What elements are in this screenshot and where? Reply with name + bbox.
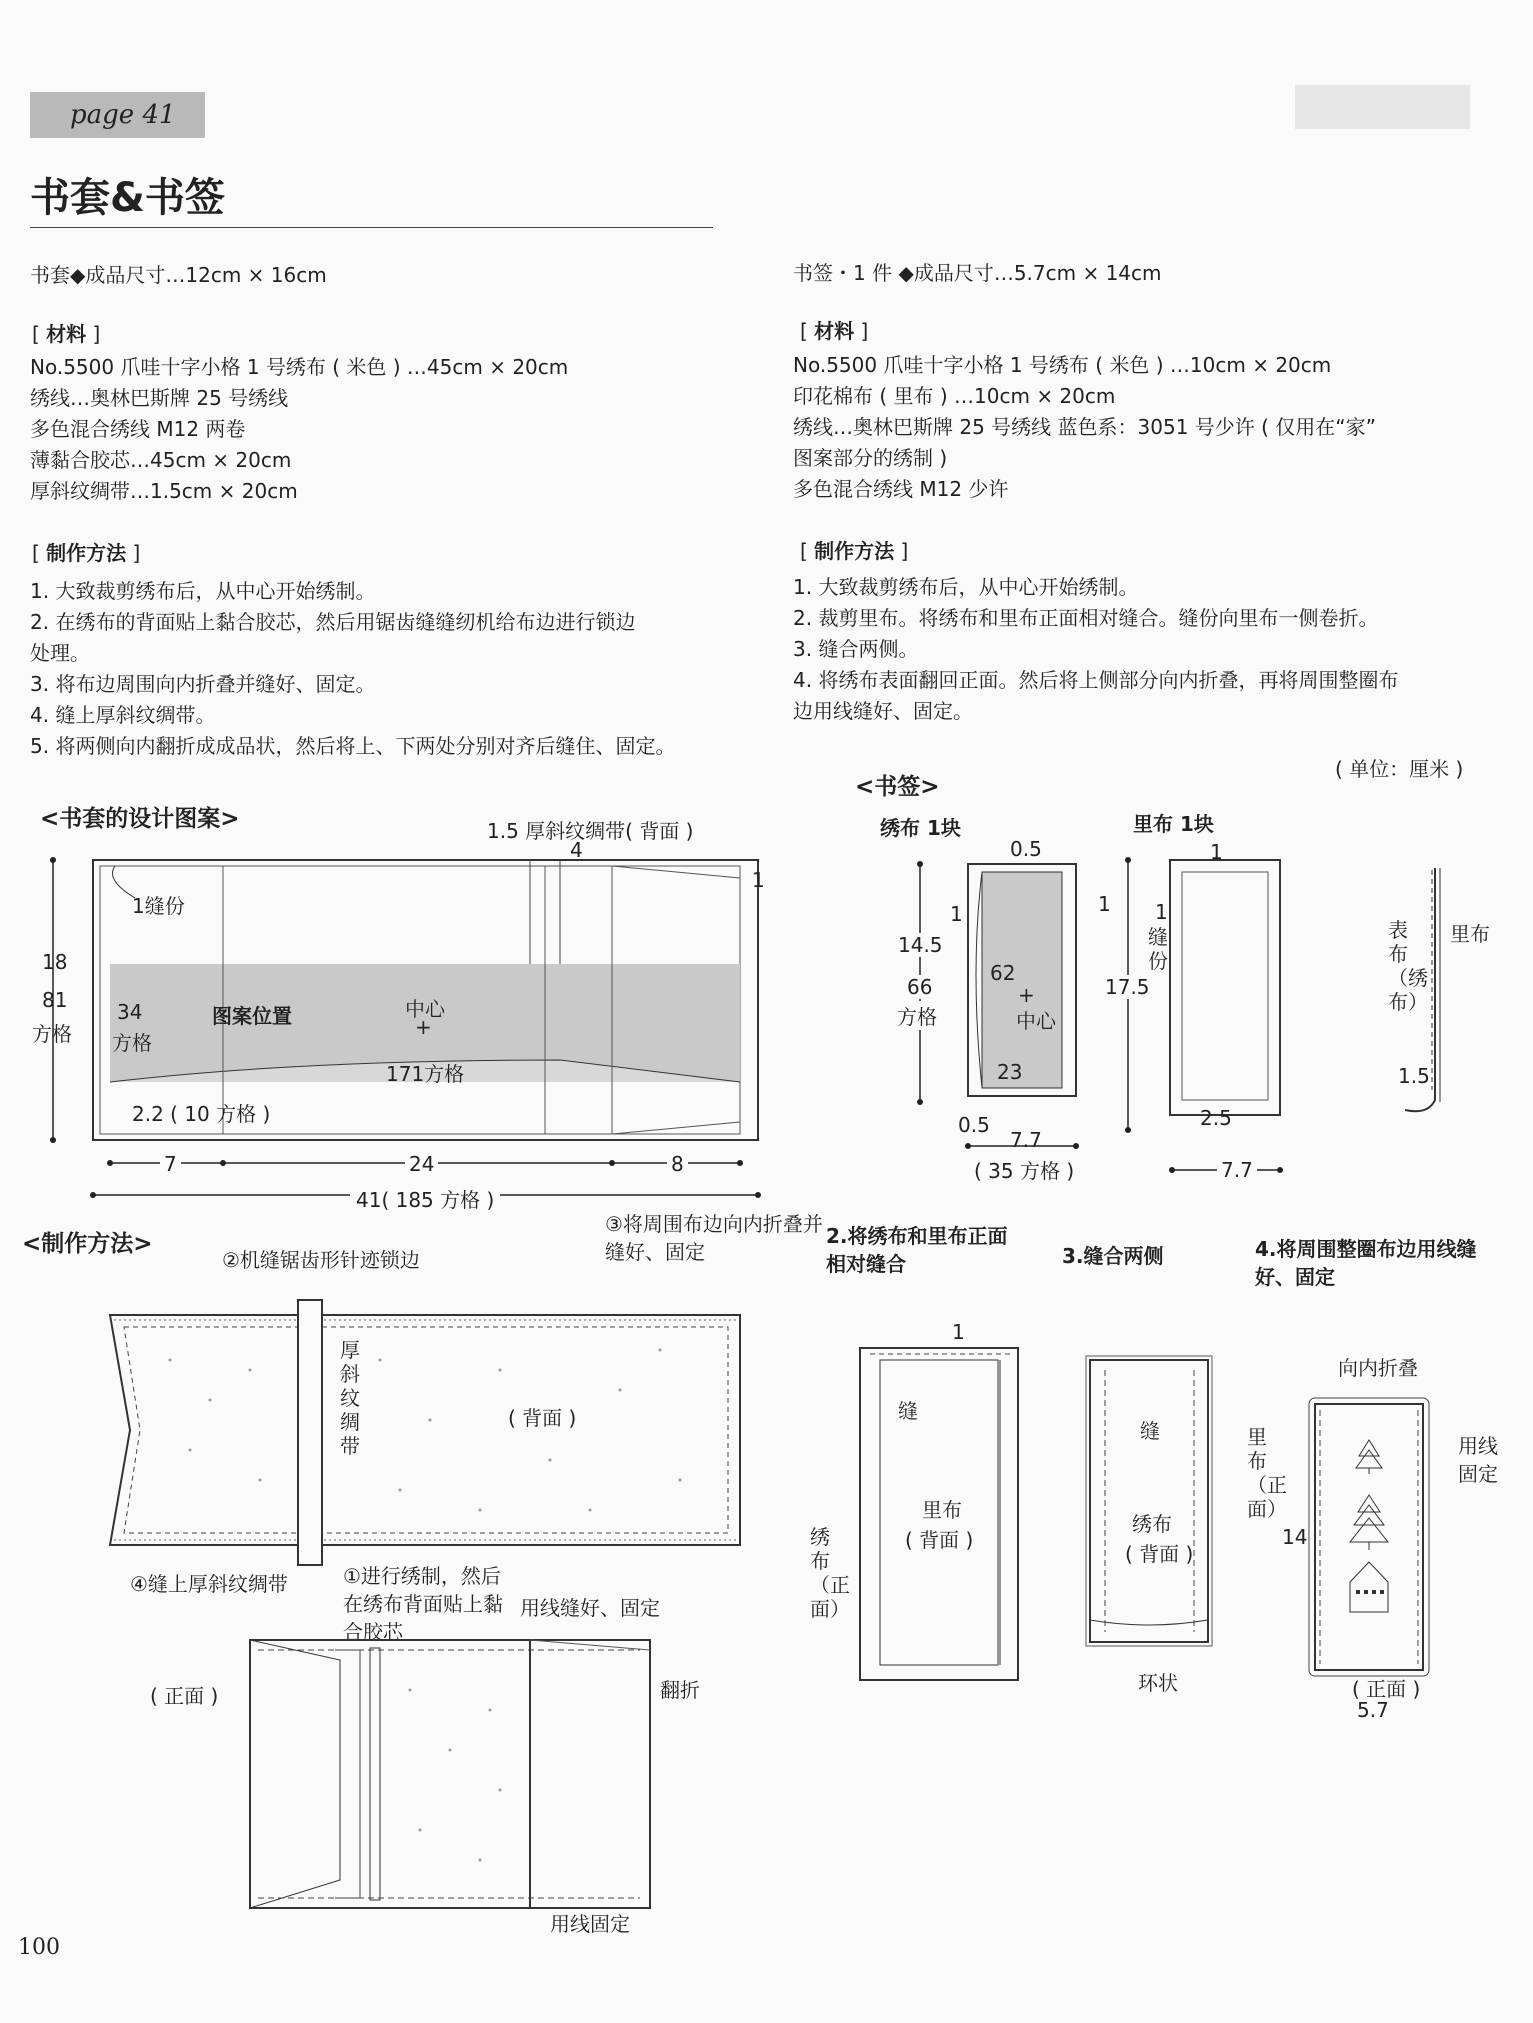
center-label: 中心	[1016, 1009, 1056, 1033]
pattern-rows-word: 方格	[112, 1031, 152, 1055]
cover-materials-list	[30, 352, 568, 507]
emb-width: 7.7	[1010, 1128, 1042, 1152]
fold-label: 翻折	[660, 1678, 700, 1702]
unit-note: ( 单位：厘米 )	[1335, 757, 1464, 781]
bookmark-materials-list	[793, 350, 1376, 505]
ribbon-width: 4	[570, 838, 583, 862]
seam-allowance-label: 1缝份	[132, 894, 185, 918]
bm-step3-title: 3.缝合两侧	[1062, 1244, 1164, 1268]
bm-s4-height: 14	[1282, 1525, 1308, 1549]
bm-s4-width: 5.7	[1357, 1698, 1389, 1722]
list-item: 3. 将布边周围向内折叠并缝好、固定。	[30, 672, 376, 696]
bm-s3-sew: 缝	[1140, 1419, 1160, 1443]
total-width: 41( 185 方格 )	[350, 1184, 500, 1213]
side-fold: 1.5	[1398, 1064, 1430, 1088]
bm-s2-sew: 缝	[898, 1399, 918, 1423]
dim-right: 8	[667, 1152, 688, 1176]
sew-fix-label: 用线缝好、固定	[520, 1596, 660, 1620]
list-item: 2. 裁剪里布。将绣布和里布正面相对缝合。缝份向里布一侧卷折。	[793, 606, 1379, 630]
fix-label: 用线固定	[550, 1912, 630, 1936]
list-item: 1. 大致裁剪绣布后，从中心开始绣制。	[30, 579, 376, 603]
cover-method-heading: <制作方法>	[22, 1231, 153, 1257]
list-item: 边用线缝好、固定。	[793, 699, 973, 723]
list-item: 4. 将绣布表面翻回正面。然后将上侧部分向内折叠，再将周围整圈布	[793, 668, 1399, 692]
emb-side-margin-right: 1	[1098, 892, 1111, 916]
list-item: 4. 缝上厚斜纹绸带。	[30, 703, 216, 727]
lining-height: 17.5	[1105, 975, 1150, 999]
cover-design-heading: <书套的设计图案>	[40, 806, 240, 832]
bm-s3-emb-back: ( 背面 )	[1125, 1542, 1194, 1566]
step4-label: ④缝上厚斜纹绸带	[130, 1572, 288, 1596]
front-label: ( 正面 )	[150, 1684, 219, 1708]
emb-height-cm: 14.5	[898, 933, 943, 957]
bm-s4-fix: 用线固定	[1458, 1434, 1498, 1486]
list-item: 薄黏合胶芯…45cm × 20cm	[30, 448, 292, 472]
lining-bottom-margin: 2.5	[1200, 1106, 1232, 1130]
bm-s3-loop: 环状	[1138, 1671, 1178, 1695]
emb-height-grid: 66	[907, 975, 933, 999]
list-item: No.5500 爪哇十字小格 1 号绣布 ( 米色 ) …45cm × 20cm	[30, 355, 569, 379]
list-item: 多色混合绣线 M12 两卷	[30, 417, 246, 441]
height-cm: 18	[42, 950, 68, 974]
lining-margin-left: 1	[1155, 900, 1168, 924]
list-item: 处理。	[30, 641, 90, 665]
title-rule	[30, 227, 713, 228]
page-number: 100	[18, 1935, 60, 1960]
emb-height-grid-word: 方格	[897, 1001, 937, 1030]
embroidery-piece-label: 绣布 1块	[880, 816, 961, 840]
cover-materials-heading: [ 材料 ]	[32, 322, 101, 346]
page-tag: page 41	[30, 92, 205, 138]
bm-s2-emb-front: 绣布（正面）	[810, 1525, 850, 1621]
step3-label: ③将周围布边向内折叠并缝好、固定	[605, 1212, 823, 1264]
step2-label: ②机缝锯齿形针迹锁边	[222, 1248, 420, 1272]
pattern-width: 171方格	[386, 1062, 465, 1086]
lining-width: 7.7	[1217, 1158, 1257, 1182]
cover-folded-diagram	[240, 1630, 670, 1920]
bookmark-materials-heading: [ 材料 ]	[800, 319, 869, 343]
list-item: 3. 缝合两侧。	[793, 637, 919, 661]
page-title: 书套&书签	[30, 175, 225, 221]
emb-margin-top: 0.5	[1010, 837, 1042, 861]
step1-label: ①进行绣制，然后在绣布背面贴上黏合胶芯	[343, 1564, 503, 1644]
pattern-rows: 34	[117, 1000, 143, 1024]
emb-margin-bottom: 0.5	[958, 1113, 990, 1137]
emb-width-grid: ( 35 方格 )	[974, 1159, 1075, 1183]
ribbon-vertical-label: 厚斜纹绸带	[340, 1338, 360, 1458]
height-grid: 81	[42, 988, 68, 1012]
bookmark-steps	[793, 572, 1398, 727]
side-lining-label: 里布	[1450, 922, 1490, 946]
list-item: 绣线…奥林巴斯牌 25 号绣线	[30, 386, 289, 410]
ribbon-label: 1.5 厚斜纹绸带( 背面 )	[487, 819, 694, 843]
pattern-rows: 62	[990, 961, 1016, 985]
pattern-area-label: 图案位置	[212, 1004, 292, 1028]
pattern-cols: 23	[997, 1060, 1023, 1084]
side-outer-label: 表布（绣布）	[1388, 918, 1428, 1014]
list-item: 多色混合绣线 M12 少许	[793, 477, 1009, 501]
lining-margin-top: 1	[1210, 840, 1223, 864]
list-item: 2. 在绣布的背面贴上黏合胶芯，然后用锯齿缝缝纫机给布边进行锁边	[30, 610, 636, 634]
bm-s2-margin: 1	[952, 1320, 965, 1344]
dim-mid: 24	[405, 1152, 438, 1176]
list-item: No.5500 爪哇十字小格 1 号绣布 ( 米色 ) …10cm × 20cm	[793, 353, 1332, 377]
bm-s4-front: ( 正面 )	[1352, 1677, 1421, 1701]
list-item: 5. 将两侧向内翻折成成品状，然后将上、下两处分别对齐后缝住、固定。	[30, 734, 676, 758]
bookmark-spec: 书签・1 件 ◆成品尺寸…5.7cm × 14cm	[793, 261, 1162, 285]
back-label: ( 背面 )	[508, 1406, 577, 1430]
list-item: 厚斜纹绸带…1.5cm × 20cm	[30, 479, 298, 503]
height-grid-word: 方格	[32, 1022, 72, 1046]
bm-s4-fold-in: 向内折叠	[1338, 1356, 1418, 1380]
list-item: 1. 大致裁剪绣布后，从中心开始绣制。	[793, 575, 1139, 599]
cover-steps	[30, 576, 675, 762]
list-item: 图案部分的绣制 )	[793, 446, 948, 470]
bm-step4-title: 4.将周围整圈布边用线缝好、固定	[1255, 1237, 1477, 1289]
cover-back-diagram	[100, 1280, 760, 1580]
top-right-margin: 1	[752, 868, 765, 892]
center-mark: +	[1018, 983, 1035, 1007]
emb-side-margin-left: 1	[950, 902, 963, 926]
bm-step2-title: 2.将绣布和里布正面相对缝合	[826, 1224, 1008, 1276]
bleed-through-tab	[1295, 85, 1470, 129]
bm-s2-lining-back: ( 背面 )	[905, 1528, 974, 1552]
bm-s2-lining: 里布	[922, 1498, 962, 1522]
cover-method-heading: [ 制作方法 ]	[32, 541, 141, 565]
bookmark-method-heading: [ 制作方法 ]	[800, 539, 909, 563]
list-item: 绣线…奥林巴斯牌 25 号绣线 蓝色系：3051 号少许 ( 仅用在“家”	[793, 415, 1377, 439]
cover-spec: 书套◆成品尺寸…12cm × 16cm	[30, 263, 327, 287]
lining-piece-label: 里布 1块	[1133, 812, 1214, 836]
dim-left: 7	[160, 1152, 181, 1176]
bookmark-design-heading: <书签>	[855, 774, 940, 800]
center-mark: +	[415, 1015, 432, 1039]
bm-s3-emb: 绣布	[1132, 1512, 1172, 1536]
lining-seam-word: 缝份	[1148, 925, 1168, 973]
bottom-margin: 2.2 ( 10 方格 )	[132, 1102, 271, 1126]
center-label: 中心	[405, 997, 445, 1021]
list-item: 印花棉布 ( 里布 ) …10cm × 20cm	[793, 384, 1116, 408]
bm-s3-lining-front: 里布（正面）	[1247, 1425, 1287, 1521]
